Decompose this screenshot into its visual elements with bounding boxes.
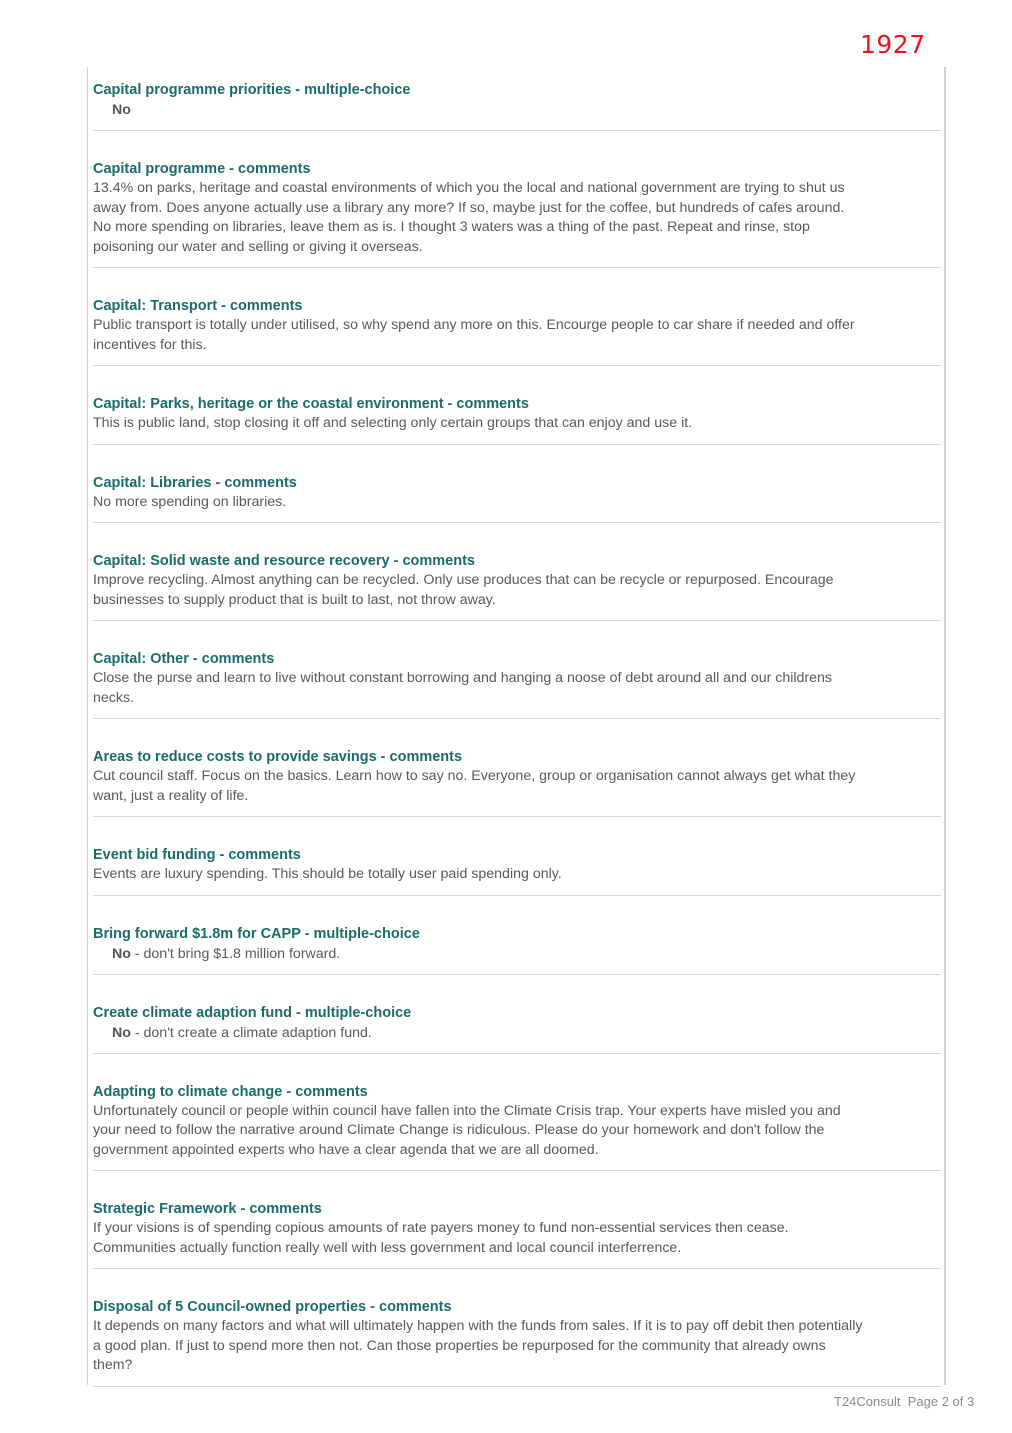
comment-text: This is public land, stop closing it off and selecting only certain groups that can enjoy and use it. — [93, 415, 693, 431]
choice-answer — [93, 100, 941, 120]
choice-value: No — [112, 1024, 131, 1041]
question-section — [93, 1082, 941, 1172]
question-section — [93, 473, 941, 524]
question-title: Event bid funding - comments — [93, 847, 301, 863]
comment-text: Events are luxury spending. This should be totally user paid spending only. — [93, 866, 562, 882]
comment-text: Public transport is totally under utilised, so why spend any more on this. Encourge people to car share if needed and offer incentives for this. — [93, 317, 855, 353]
question-title: Capital programme priorities - multiple-choice — [93, 82, 411, 98]
question-section — [93, 1297, 941, 1387]
question-title: Disposal of 5 Council-owned properties - comments — [93, 1299, 452, 1315]
question-section — [93, 845, 941, 896]
question-title: Adapting to climate change - comments — [93, 1083, 368, 1100]
footer-brand: T24Consult — [834, 1394, 901, 1409]
right-border-rule — [944, 67, 946, 1385]
question-section — [93, 1003, 941, 1054]
question-title: Bring forward $1.8m for CAPP - multiple-choice — [93, 925, 420, 942]
question-section — [93, 924, 941, 975]
question-title: Capital: Parks, heritage or the coastal environment - comments — [93, 396, 529, 412]
question-title: Capital: Libraries - comments — [93, 474, 297, 491]
comment-text: If your visions is of spending copious amounts of rate payers money to fund non-essential services then cease. Communities actually function really well with less government and local council interferrence. — [93, 1220, 789, 1256]
question-section — [93, 296, 941, 366]
question-title: Capital: Solid waste and resource recovery - comments — [93, 553, 475, 569]
page-number-stamp: 1927 — [860, 30, 926, 59]
question-title: Capital: Other - comments — [93, 651, 275, 667]
comment-text: Close the purse and learn to live without constant borrowing and hanging a noose of debt around all and our childrens necks. — [93, 670, 833, 706]
choice-answer — [93, 944, 941, 964]
question-title: Create climate adaption fund - multiple-choice — [93, 1004, 412, 1021]
choice-value: No — [112, 102, 131, 118]
question-section — [93, 159, 941, 268]
choice-answer — [93, 1023, 941, 1043]
comment-text: Improve recycling. Almost anything can be recycled. Only use produces that can be recycle or repurposed. Encourage businesses to supply product that is built to last, not throw away. — [93, 572, 834, 608]
comment-text: No more spending on libraries. — [93, 493, 287, 510]
choice-note: - don't create a climate adaption fund. — [130, 1024, 372, 1041]
comment-text: Unfortunately council or people within council have fallen into the Climate Crisis trap. Your experts have misled you and your need to follow the narrative around Climate Change is ridiculous. Please do your homework and don't follow the government appointed experts who have a clear agenda that we are all doomed. — [93, 1102, 841, 1158]
comment-text: Cut council staff. Focus on the basics. Learn how to say no. Everyone, group or organisation cannot always get what they want, just a reality of life. — [93, 768, 856, 804]
question-title: Capital: Transport - comments — [93, 298, 303, 314]
question-section — [93, 747, 941, 817]
question-section — [93, 394, 941, 445]
comment-text: 13.4% on parks, heritage and coastal environments of which you the local and national government are trying to shut us away from. Does anyone actually use a library any more? If so, maybe just for the coffee, but hundreds of cafes around. No more spending on libraries, leave them as is. I thought 3 waters was a thing of the past. Repeat and rinse, stop poisoning our water and selling or giving it overseas. — [93, 180, 845, 255]
question-title: Areas to reduce costs to provide savings - comments — [93, 749, 463, 765]
question-section — [93, 80, 941, 131]
submission-content — [93, 80, 941, 1387]
footer-page-indicator: Page 2 of 3 — [907, 1394, 975, 1409]
question-section — [93, 1199, 941, 1269]
choice-value: No — [112, 945, 131, 962]
question-title: Capital programme - comments — [93, 161, 311, 177]
comment-text: It depends on many factors and what will ultimately happen with the funds from sales. If it is to pay off debit then potentially a good plan. If just to spend more then not. Can those properties be repurposed for the community that already owns them? — [93, 1318, 863, 1373]
choice-note: - don't bring $1.8 million forward. — [130, 945, 341, 962]
question-title: Strategic Framework - comments — [93, 1201, 322, 1217]
question-section — [93, 649, 941, 719]
question-section — [93, 551, 941, 621]
page-footer — [834, 1394, 974, 1409]
left-border-rule — [87, 67, 88, 1385]
